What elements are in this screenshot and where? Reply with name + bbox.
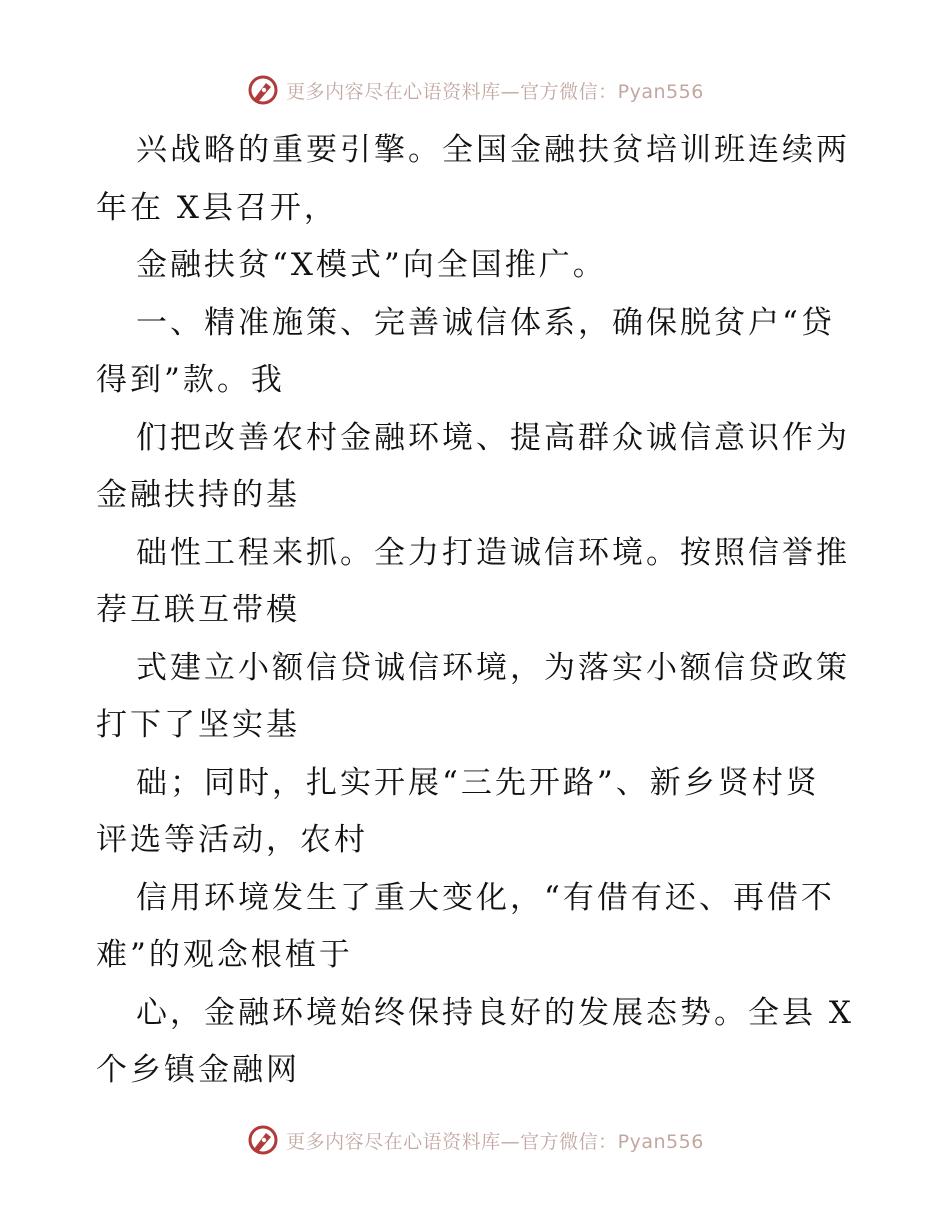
text-line: 个乡镇金融网 [96,1052,300,1088]
text-line: 们把改善农村金融环境、提高群众诚信意识作为 [136,419,850,456]
text-line: 金融扶持的基 [96,477,300,513]
text-line: 打下了坚实基 [96,707,300,743]
text-line: 年在 X县召开， [96,189,338,226]
text-line: 评选等活动，农村 [96,822,368,858]
text-line: 兴战略的重要引擎。全国金融扶贫培训班连续两 [136,132,850,168]
text-line: 难”的观念根植于 [96,937,353,973]
pen-nib-circle-icon [246,73,280,107]
text-line: 荐互联互带模 [96,592,300,628]
footer-watermark [0,1120,950,1160]
text-line: 础；同时，扎实开展“三先开路”、新乡贤村贤 [136,764,820,801]
watermark-text: 更多内容尽在心语资料库—官方微信：Pyan556 [286,1130,704,1153]
text-line: 式建立小额信贷诚信环境，为落实小额信贷政策 [136,649,850,686]
text-line: 信用环境发生了重大变化，“有借有还、再借不 [136,879,835,916]
watermark-text: 更多内容尽在心语资料库—官方微信：Pyan556 [286,80,704,103]
text-line: 金融扶贫“X模式”向全国推广。 [136,247,607,283]
text-line: 心，金融环境始终保持良好的发展态势。全县 X [136,994,854,1031]
text-line: 得到”款。我 [96,362,285,398]
document-body [96,122,856,1100]
text-line: 础性工程来抓。全力打造诚信环境。按照信誉推 [136,534,850,571]
pen-nib-circle-icon [246,1123,280,1157]
header-watermark [0,70,950,110]
text-line: 一、精准施策、完善诚信体系，确保脱贫户“贷 [136,304,835,341]
